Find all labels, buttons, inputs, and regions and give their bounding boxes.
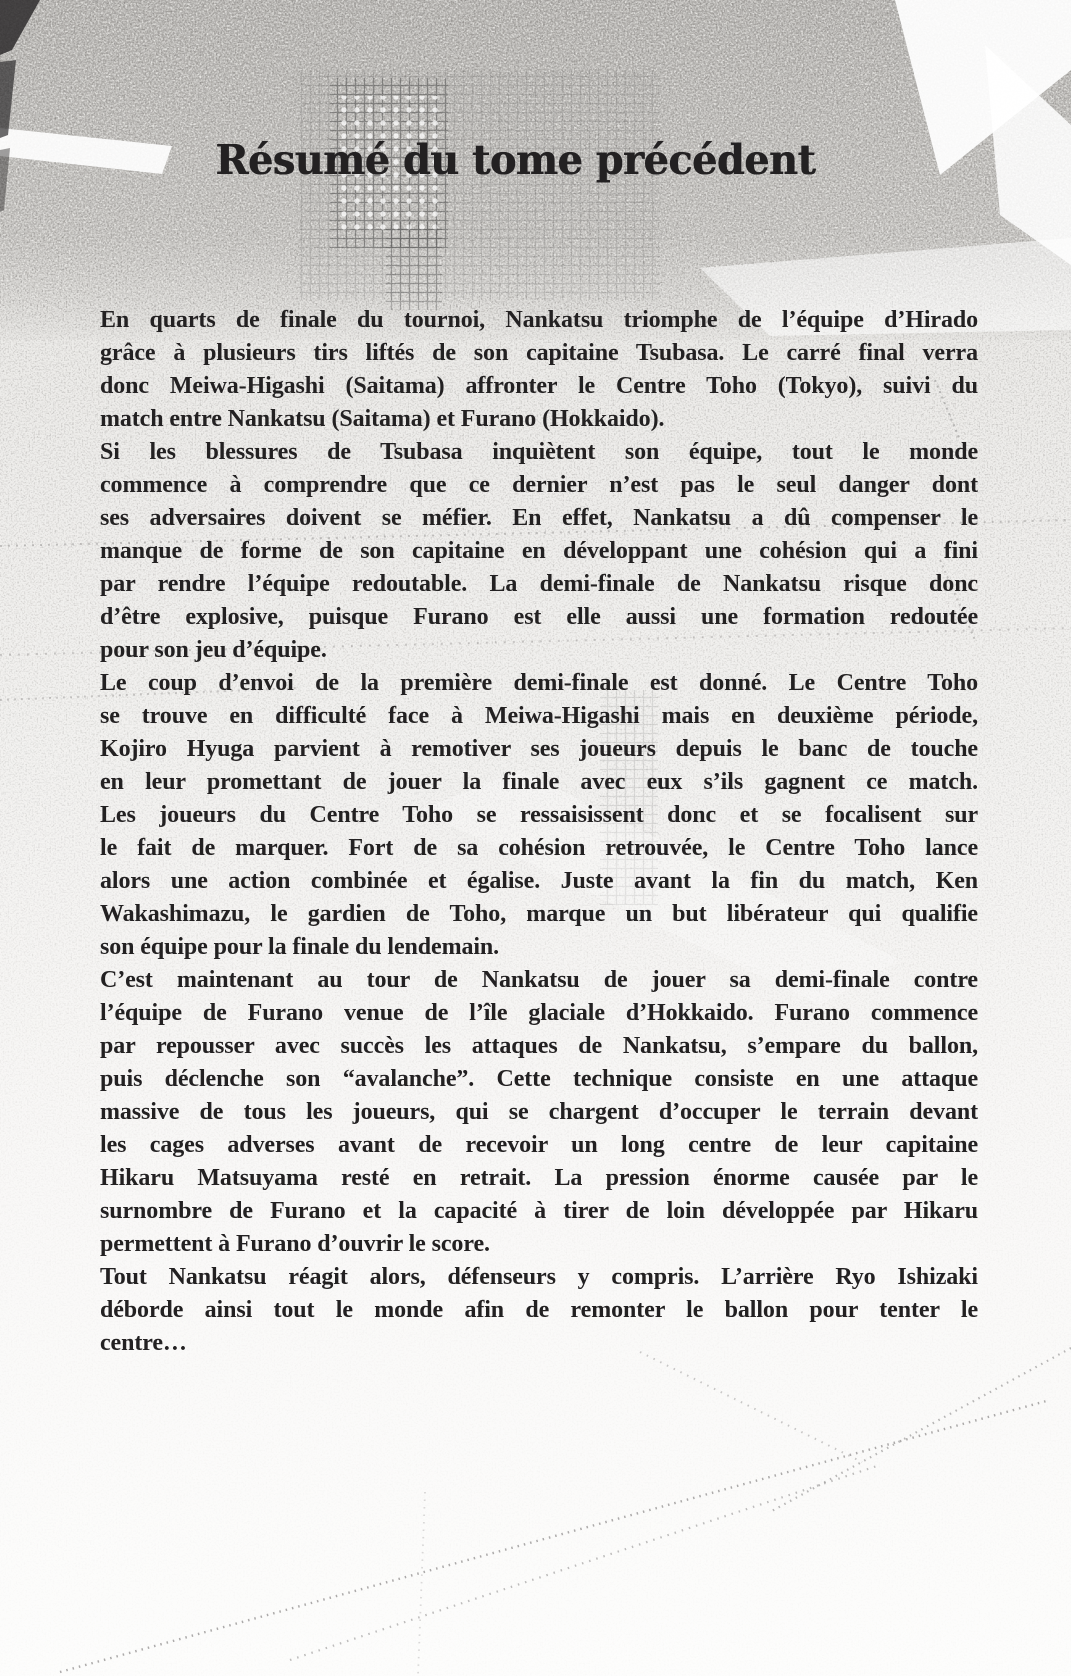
page-title <box>0 136 1031 185</box>
text-line: puis déclenche son “avalanche”. Cette technique consiste en une attaque <box>100 1066 978 1092</box>
text-line: centre… <box>100 1330 187 1356</box>
text-line: alors une action combinée et égalise. Juste avant la fin du match, Ken <box>100 868 978 894</box>
text-line: match entre Nankatsu (Saitama) et Furano (Hokkaido). <box>100 406 665 432</box>
text-line: le fait de marquer. Fort de sa cohésion retrouvée, le Centre Toho lance <box>100 835 978 861</box>
text-line: son équipe pour la finale du lendemain. <box>100 934 500 960</box>
text-line: les cages adverses avant de recevoir un long centre de leur capitaine <box>100 1132 978 1158</box>
text-line: se trouve en difficulté face à Meiwa-Higashi mais en deuxième période, <box>100 703 978 729</box>
text-line: manque de forme de son capitaine en développant une cohésion qui a fini <box>100 538 978 564</box>
text-line: commence à comprendre que ce dernier n’est pas le seul danger dont <box>100 472 978 498</box>
text-line: donc Meiwa-Higashi (Saitama) affronter le Centre Toho (Tokyo), suivi du <box>100 373 978 399</box>
text-line: par repousser avec succès les attaques de Nankatsu, s’empare du ballon, <box>100 1033 978 1059</box>
paragraph <box>100 667 978 964</box>
text-line: Les joueurs du Centre Toho se ressaisissent donc et se focalisent sur <box>100 802 978 828</box>
paragraph <box>100 964 978 1261</box>
text-line: en leur promettant de jouer la finale avec eux s’ils gagnent ce match. <box>100 769 978 795</box>
text-line: surnombre de Furano et la capacité à tirer de loin développée par Hikaru <box>100 1198 978 1224</box>
text-line: Tout Nankatsu réagit alors, défenseurs y compris. L’arrière Ryo Ishizaki <box>100 1264 978 1290</box>
paragraph <box>100 304 978 436</box>
text-line: déborde ainsi tout le monde afin de remonter le ballon pour tenter le <box>100 1297 978 1323</box>
text-line: pour son jeu d’équipe. <box>100 637 327 663</box>
text-line: permettent à Furano d’ouvrir le score. <box>100 1231 490 1257</box>
text-line: ses adversaires doivent se méfier. En effet, Nankatsu a dû compenser le <box>100 505 978 531</box>
text-line: En quarts de finale du tournoi, Nankatsu triomphe de l’équipe d’Hirado <box>100 307 978 333</box>
text-line: Wakashimazu, le gardien de Toho, marque un but libérateur qui qualifie <box>100 901 978 927</box>
text-line: Hikaru Matsuyama resté en retrait. La pression énorme causée par le <box>100 1165 978 1191</box>
text-line: l’équipe de Furano venue de l’île glaciale d’Hokkaido. Furano commence <box>100 1000 978 1026</box>
paragraph <box>100 436 978 667</box>
text-line: par rendre l’équipe redoutable. La demi-finale de Nankatsu risque donc <box>100 571 978 597</box>
page-title-text: Résumé du tome précédent <box>215 136 816 184</box>
text-line: massive de tous les joueurs, qui se chargent d’occuper le terrain devant <box>100 1099 978 1125</box>
text-line: Le coup d’envoi de la première demi-finale est donné. Le Centre Toho <box>100 670 978 696</box>
text-line: d’être explosive, puisque Furano est elle aussi une formation redoutée <box>100 604 978 630</box>
paragraph <box>100 1261 978 1360</box>
text-line: Kojiro Hyuga parvient à remotiver ses joueurs depuis le banc de touche <box>100 736 978 762</box>
text-line: Si les blessures de Tsubasa inquiètent son équipe, tout le monde <box>100 439 978 465</box>
text-line: grâce à plusieurs tirs liftés de son capitaine Tsubasa. Le carré final verra <box>100 340 978 366</box>
recap-body-text <box>100 304 978 1360</box>
text-line: C’est maintenant au tour de Nankatsu de jouer sa demi-finale contre <box>100 967 978 993</box>
